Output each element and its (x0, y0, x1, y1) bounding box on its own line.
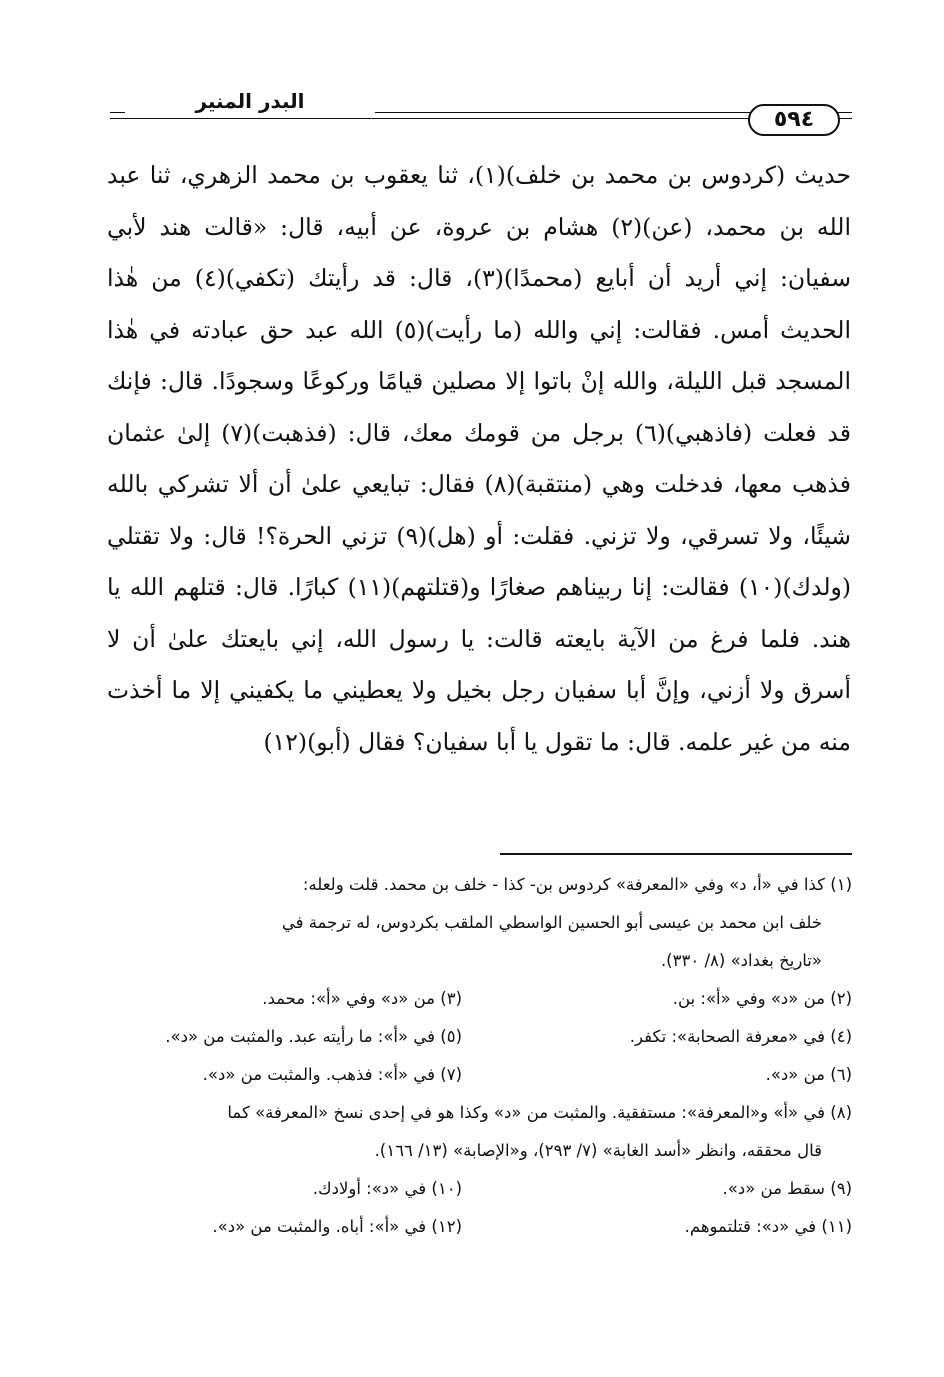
footnote-1-line-2: خلف ابن محمد بن عيسى أبو الحسين الواسطي الملقب بكردوس، له ترجمة في (281, 913, 822, 932)
header-rule-bottom (110, 118, 852, 119)
footnote-8-line-1: (٨) في «أ» و«المعرفة»: مستفقية. والمثبت من «د» وكذا هو في إحدى نسخ «المعرفة» كما (227, 1103, 852, 1122)
footnote-8-line-2: قال محققه، وانظر «أسد الغابة» (٧/ ٢٩٣)، و«الإصابة» (١٣/ ١٦٦). (374, 1141, 822, 1160)
footnote-10: (١٠) في «د»: أولادك. (312, 1179, 462, 1198)
footnote-1-line-3: «تاريخ بغداد» (٨/ ٣٣٠). (660, 951, 822, 970)
footnote-2: (٢) من «د» وفي «أ»: بن. (672, 989, 852, 1008)
footnote-row (100, 1170, 852, 1208)
footnote-7: (٧) في «أ»: فذهب. والمثبت من «د». (202, 1065, 462, 1084)
footnote-separator (500, 853, 852, 855)
book-title: البدر المنير (125, 88, 375, 114)
footnote-4: (٤) في «معرفة الصحابة»: تكفر. (629, 1027, 852, 1046)
footnote-row (100, 1018, 852, 1056)
footnote-row (100, 980, 852, 1018)
main-paragraph: حديث (كردوس بن محمد بن خلف)(١)، ثنا يعقوب بن محمد الزهري، ثنا عبد الله بن محمد، (عن)(٢) هشام بن عروة، عن أبيه، قال: «قالت هند لأبي سفيان: إني أريد أن أبايع (محمدًا)(٣)، قال: قد رأيتك (تكفي)(٤) من هٰذا الحديث أمس. فقالت: إني والله (ما رأيت)(٥) الله عبد حق عبادته في هٰذا المسجد قبل الليلة، والله إنْ باتوا إلا مصلين قيامًا وركوعًا وسجودًا. قال: فإنك قد فعلت (فاذهبي)(٦) برجل من قومك معك، قال: (فذهبت)(٧) إلىٰ عثمان فذهب معها، فدخلت وهي (منتقبة)(٨) فقال: تبايعي علىٰ أن ألا تشركي بالله شيئًا، ولا تسرقي، ولا تزني. فقلت: أو (هل)(٩) تزني الحرة؟! قال: ولا تقتلي (ولدك)(١٠) فقالت: إنا ربيناهم صغارًا و(قتلتهم)(١١) كبارًا. قال: قتلهم الله يا هند. فلما فرغ من الآية بايعته قالت: يا رسول الله، إني بايعتك علىٰ أن لا أسرق ولا أزني، وإنَّ أبا سفيان رجل بخيل ولا يعطيني ما يكفيني إلا ما أخذت منه من غير علمه. قال: ما تقول يا أبا سفيان؟ فقال (أبو)(١٢) (107, 161, 852, 756)
main-text-block (107, 150, 851, 830)
footnote-11: (١١) في «د»: قتلتموهم. (684, 1217, 852, 1236)
footnote-3: (٣) من «د» وفي «أ»: محمد. (262, 989, 462, 1008)
footnote-row (100, 1056, 852, 1094)
footnote-12: (١٢) في «أ»: أباه. والمثبت من «د». (212, 1217, 462, 1236)
footnotes (100, 866, 852, 1246)
footnote-row (100, 1208, 852, 1246)
footnote-5: (٥) في «أ»: ما رأيته عبد. والمثبت من «د». (165, 1027, 462, 1046)
footnote-9: (٩) سقط من «د». (722, 1179, 852, 1198)
footnote-1-line-1: (١) كذا في «أ، د» وفي «المعرفة» كردوس بن- كذا - خلف بن محمد. قلت ولعله: (302, 875, 852, 894)
footnote-6: (٦) من «د». (765, 1065, 852, 1084)
page-number-badge: ٥٩٤ (748, 104, 840, 136)
